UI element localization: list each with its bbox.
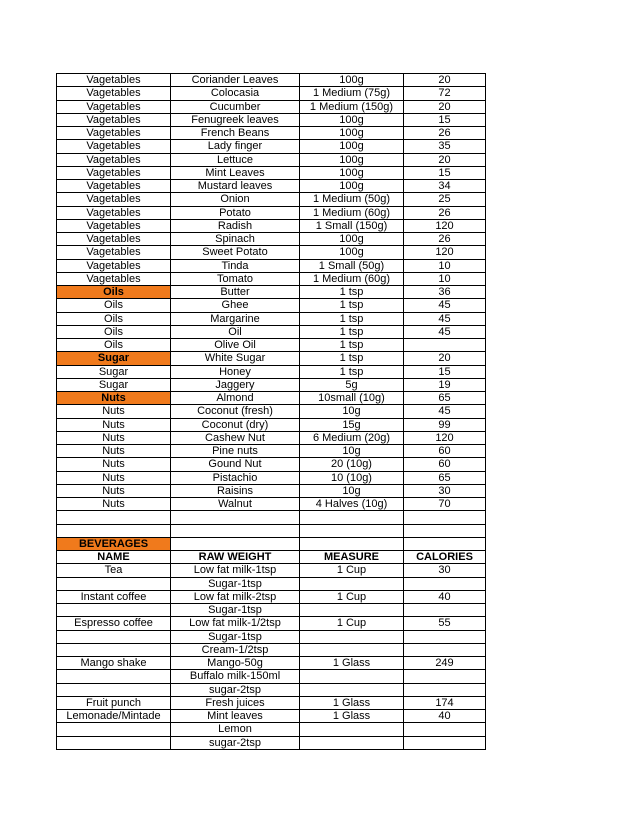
measure-cell	[300, 736, 404, 749]
calorie-table	[56, 73, 486, 750]
measure-cell: 100g	[300, 74, 404, 87]
measure-cell: 1 Medium (75g)	[300, 87, 404, 100]
food-name-cell	[171, 524, 300, 537]
food-name-cell: Radish	[171, 219, 300, 232]
table-row	[57, 233, 486, 246]
food-name-cell: Raisins	[171, 484, 300, 497]
food-category-cell: Vagetables	[57, 233, 171, 246]
food-category-cell	[57, 511, 171, 524]
food-name-cell: Colocasia	[171, 87, 300, 100]
calories-cell: 65	[404, 392, 486, 405]
food-category-cell: BEVERAGES	[57, 537, 171, 550]
food-name-cell: Almond	[171, 392, 300, 405]
calories-cell	[404, 683, 486, 696]
measure-cell: 100g	[300, 233, 404, 246]
table-row	[57, 180, 486, 193]
table-row	[57, 286, 486, 299]
measure-cell: 1 Small (150g)	[300, 219, 404, 232]
food-category-cell: Nuts	[57, 458, 171, 471]
measure-cell	[300, 577, 404, 590]
calories-cell: 20	[404, 153, 486, 166]
food-name-cell: Spinach	[171, 233, 300, 246]
food-name-cell: Cream-1/2tsp	[171, 643, 300, 656]
food-category-cell	[57, 723, 171, 736]
table-row	[57, 259, 486, 272]
food-category-cell: Vagetables	[57, 100, 171, 113]
table-row	[57, 299, 486, 312]
food-name-cell: Coconut (dry)	[171, 418, 300, 431]
calories-cell: 15	[404, 166, 486, 179]
measure-cell: 1 tsp	[300, 299, 404, 312]
calories-cell: 34	[404, 180, 486, 193]
calories-cell	[404, 604, 486, 617]
measure-cell: 10g	[300, 405, 404, 418]
food-category-cell	[57, 670, 171, 683]
table-row	[57, 551, 486, 564]
measure-cell: 10 (10g)	[300, 471, 404, 484]
food-category-cell: Nuts	[57, 392, 171, 405]
food-name-cell: White Sugar	[171, 352, 300, 365]
calorie-table-body	[57, 74, 486, 750]
calories-cell	[404, 524, 486, 537]
measure-cell: 1 tsp	[300, 365, 404, 378]
food-category-cell: Vagetables	[57, 127, 171, 140]
measure-cell: 1 tsp	[300, 312, 404, 325]
measure-cell	[300, 511, 404, 524]
measure-cell: 1 Cup	[300, 564, 404, 577]
measure-cell: 100g	[300, 246, 404, 259]
table-row	[57, 193, 486, 206]
table-row	[57, 617, 486, 630]
calories-cell: 15	[404, 113, 486, 126]
food-name-cell: Mint Leaves	[171, 166, 300, 179]
measure-cell	[300, 630, 404, 643]
food-name-cell: RAW WEIGHT	[171, 551, 300, 564]
table-row	[57, 524, 486, 537]
measure-cell	[300, 604, 404, 617]
food-category-cell	[57, 683, 171, 696]
food-name-cell	[171, 511, 300, 524]
calories-cell: 65	[404, 471, 486, 484]
calories-cell	[404, 511, 486, 524]
calories-cell	[404, 736, 486, 749]
food-name-cell: sugar-2tsp	[171, 736, 300, 749]
calories-cell	[404, 643, 486, 656]
table-row	[57, 113, 486, 126]
measure-cell: 1 tsp	[300, 339, 404, 352]
food-category-cell: Vagetables	[57, 246, 171, 259]
measure-cell	[300, 537, 404, 550]
food-category-cell	[57, 524, 171, 537]
food-category-cell: Vagetables	[57, 74, 171, 87]
calories-cell: 35	[404, 140, 486, 153]
food-category-cell	[57, 604, 171, 617]
food-category-cell: Vagetables	[57, 153, 171, 166]
food-category-cell: Nuts	[57, 498, 171, 511]
table-row	[57, 458, 486, 471]
table-row	[57, 312, 486, 325]
food-category-cell: Oils	[57, 299, 171, 312]
table-row	[57, 378, 486, 391]
food-category-cell: Vagetables	[57, 140, 171, 153]
food-name-cell: Cucumber	[171, 100, 300, 113]
table-row	[57, 418, 486, 431]
food-category-cell: Nuts	[57, 471, 171, 484]
measure-cell: 1 Small (50g)	[300, 259, 404, 272]
measure-cell: 1 Medium (60g)	[300, 272, 404, 285]
food-category-cell: Vagetables	[57, 113, 171, 126]
table-row	[57, 511, 486, 524]
table-row	[57, 736, 486, 749]
calories-cell: 55	[404, 617, 486, 630]
measure-cell: 6 Medium (20g)	[300, 431, 404, 444]
measure-cell: 10g	[300, 445, 404, 458]
calories-cell	[404, 630, 486, 643]
food-category-cell: Nuts	[57, 431, 171, 444]
measure-cell: 100g	[300, 127, 404, 140]
food-name-cell: Lady finger	[171, 140, 300, 153]
table-row	[57, 219, 486, 232]
food-name-cell: Low fat milk-2tsp	[171, 590, 300, 603]
calories-cell: 45	[404, 299, 486, 312]
measure-cell: 1 tsp	[300, 325, 404, 338]
table-row	[57, 604, 486, 617]
food-category-cell: Instant coffee	[57, 590, 171, 603]
food-category-cell: Espresso coffee	[57, 617, 171, 630]
measure-cell: 10small (10g)	[300, 392, 404, 405]
calories-cell: 60	[404, 445, 486, 458]
food-name-cell: Onion	[171, 193, 300, 206]
measure-cell: 1 Medium (50g)	[300, 193, 404, 206]
food-category-cell: Fruit punch	[57, 696, 171, 709]
table-row	[57, 87, 486, 100]
table-row	[57, 140, 486, 153]
measure-cell: 1 Cup	[300, 617, 404, 630]
measure-cell: 1 Glass	[300, 657, 404, 670]
calories-cell: 40	[404, 710, 486, 723]
food-category-cell	[57, 643, 171, 656]
food-category-cell: Lemonade/Mintade	[57, 710, 171, 723]
food-name-cell: Ghee	[171, 299, 300, 312]
table-row	[57, 630, 486, 643]
food-name-cell: Coconut (fresh)	[171, 405, 300, 418]
calories-cell: 45	[404, 312, 486, 325]
food-name-cell: Pine nuts	[171, 445, 300, 458]
calories-cell: 10	[404, 259, 486, 272]
food-name-cell: Mango-50g	[171, 657, 300, 670]
measure-cell: 1 Glass	[300, 710, 404, 723]
food-name-cell: Margarine	[171, 312, 300, 325]
table-row	[57, 564, 486, 577]
table-row	[57, 339, 486, 352]
calories-cell: 70	[404, 498, 486, 511]
calories-cell: 249	[404, 657, 486, 670]
measure-cell: 20 (10g)	[300, 458, 404, 471]
food-category-cell: Oils	[57, 312, 171, 325]
calories-cell: 60	[404, 458, 486, 471]
calories-cell: 30	[404, 484, 486, 497]
table-row	[57, 577, 486, 590]
calories-cell: 26	[404, 206, 486, 219]
table-row	[57, 657, 486, 670]
food-name-cell: Walnut	[171, 498, 300, 511]
table-row	[57, 537, 486, 550]
calories-cell: 19	[404, 378, 486, 391]
measure-cell: MEASURE	[300, 551, 404, 564]
calories-cell: 174	[404, 696, 486, 709]
food-name-cell: sugar-2tsp	[171, 683, 300, 696]
calories-cell: 30	[404, 564, 486, 577]
table-row	[57, 590, 486, 603]
food-name-cell: Lemon	[171, 723, 300, 736]
food-name-cell	[171, 537, 300, 550]
food-category-cell	[57, 630, 171, 643]
food-name-cell: Fenugreek leaves	[171, 113, 300, 126]
food-name-cell: Oil	[171, 325, 300, 338]
food-category-cell: Vagetables	[57, 180, 171, 193]
calories-cell: 10	[404, 272, 486, 285]
food-category-cell	[57, 577, 171, 590]
calories-cell: 120	[404, 219, 486, 232]
food-category-cell: Nuts	[57, 405, 171, 418]
food-category-cell: Sugar	[57, 352, 171, 365]
food-name-cell: Buffalo milk-150ml	[171, 670, 300, 683]
food-name-cell: Tomato	[171, 272, 300, 285]
calories-cell	[404, 577, 486, 590]
measure-cell: 100g	[300, 113, 404, 126]
food-name-cell: Tinda	[171, 259, 300, 272]
measure-cell: 15g	[300, 418, 404, 431]
food-name-cell: Jaggery	[171, 378, 300, 391]
table-row	[57, 153, 486, 166]
measure-cell: 100g	[300, 153, 404, 166]
measure-cell: 1 tsp	[300, 286, 404, 299]
measure-cell: 1 Cup	[300, 590, 404, 603]
calories-cell: 40	[404, 590, 486, 603]
food-category-cell: Oils	[57, 286, 171, 299]
calories-cell	[404, 339, 486, 352]
food-name-cell: Honey	[171, 365, 300, 378]
measure-cell	[300, 643, 404, 656]
calories-cell: 20	[404, 352, 486, 365]
measure-cell: 1 Medium (150g)	[300, 100, 404, 113]
measure-cell	[300, 524, 404, 537]
food-name-cell: Sugar-1tsp	[171, 630, 300, 643]
food-category-cell: Oils	[57, 325, 171, 338]
table-row	[57, 723, 486, 736]
measure-cell: 10g	[300, 484, 404, 497]
table-row	[57, 74, 486, 87]
table-row	[57, 272, 486, 285]
food-name-cell: Fresh juices	[171, 696, 300, 709]
food-name-cell: Low fat milk-1tsp	[171, 564, 300, 577]
food-category-cell: Vagetables	[57, 259, 171, 272]
table-row	[57, 670, 486, 683]
food-name-cell: French Beans	[171, 127, 300, 140]
calories-cell: 99	[404, 418, 486, 431]
food-name-cell: Potato	[171, 206, 300, 219]
food-name-cell: Olive Oil	[171, 339, 300, 352]
calories-cell: 26	[404, 233, 486, 246]
table-row	[57, 100, 486, 113]
calories-cell: 20	[404, 100, 486, 113]
table-row	[57, 352, 486, 365]
calories-cell: 45	[404, 405, 486, 418]
calories-cell: 15	[404, 365, 486, 378]
food-category-cell: Vagetables	[57, 166, 171, 179]
food-category-cell: Vagetables	[57, 193, 171, 206]
measure-cell	[300, 670, 404, 683]
food-name-cell: Pistachio	[171, 471, 300, 484]
calories-cell	[404, 723, 486, 736]
food-name-cell: Lettuce	[171, 153, 300, 166]
calories-cell: 45	[404, 325, 486, 338]
food-category-cell: Vagetables	[57, 206, 171, 219]
table-row	[57, 498, 486, 511]
food-category-cell: Nuts	[57, 445, 171, 458]
food-name-cell: Low fat milk-1/2tsp	[171, 617, 300, 630]
measure-cell: 100g	[300, 180, 404, 193]
calories-cell	[404, 670, 486, 683]
measure-cell: 1 Glass	[300, 696, 404, 709]
measure-cell: 4 Halves (10g)	[300, 498, 404, 511]
food-name-cell: Sweet Potato	[171, 246, 300, 259]
table-row	[57, 484, 486, 497]
food-name-cell: Coriander Leaves	[171, 74, 300, 87]
table-row	[57, 643, 486, 656]
table-row	[57, 683, 486, 696]
calories-cell: CALORIES	[404, 551, 486, 564]
measure-cell	[300, 723, 404, 736]
calories-cell: 120	[404, 246, 486, 259]
table-row	[57, 325, 486, 338]
table-row	[57, 445, 486, 458]
food-category-cell: Sugar	[57, 378, 171, 391]
calories-cell: 72	[404, 87, 486, 100]
food-name-cell: Mustard leaves	[171, 180, 300, 193]
food-category-cell: Tea	[57, 564, 171, 577]
calories-cell	[404, 537, 486, 550]
food-name-cell: Gound Nut	[171, 458, 300, 471]
food-category-cell: Nuts	[57, 418, 171, 431]
food-name-cell: Sugar-1tsp	[171, 604, 300, 617]
table-row	[57, 206, 486, 219]
food-category-cell: Nuts	[57, 484, 171, 497]
food-category-cell: Oils	[57, 339, 171, 352]
measure-cell: 5g	[300, 378, 404, 391]
food-name-cell: Mint leaves	[171, 710, 300, 723]
measure-cell: 1 tsp	[300, 352, 404, 365]
table-row	[57, 246, 486, 259]
table-row	[57, 431, 486, 444]
food-category-cell: Vagetables	[57, 272, 171, 285]
measure-cell: 100g	[300, 166, 404, 179]
measure-cell: 1 Medium (60g)	[300, 206, 404, 219]
table-row	[57, 365, 486, 378]
table-row	[57, 405, 486, 418]
table-row	[57, 166, 486, 179]
table-row	[57, 696, 486, 709]
food-name-cell: Cashew Nut	[171, 431, 300, 444]
food-category-cell: Sugar	[57, 365, 171, 378]
calories-cell: 26	[404, 127, 486, 140]
measure-cell: 100g	[300, 140, 404, 153]
table-row	[57, 471, 486, 484]
food-category-cell	[57, 736, 171, 749]
measure-cell	[300, 683, 404, 696]
food-category-cell: Vagetables	[57, 219, 171, 232]
food-category-cell: Mango shake	[57, 657, 171, 670]
food-name-cell: Butter	[171, 286, 300, 299]
table-row	[57, 392, 486, 405]
food-category-cell: NAME	[57, 551, 171, 564]
food-name-cell: Sugar-1tsp	[171, 577, 300, 590]
calories-cell: 25	[404, 193, 486, 206]
calories-cell: 120	[404, 431, 486, 444]
calories-cell: 36	[404, 286, 486, 299]
calories-cell: 20	[404, 74, 486, 87]
table-row	[57, 710, 486, 723]
food-category-cell: Vagetables	[57, 87, 171, 100]
table-row	[57, 127, 486, 140]
